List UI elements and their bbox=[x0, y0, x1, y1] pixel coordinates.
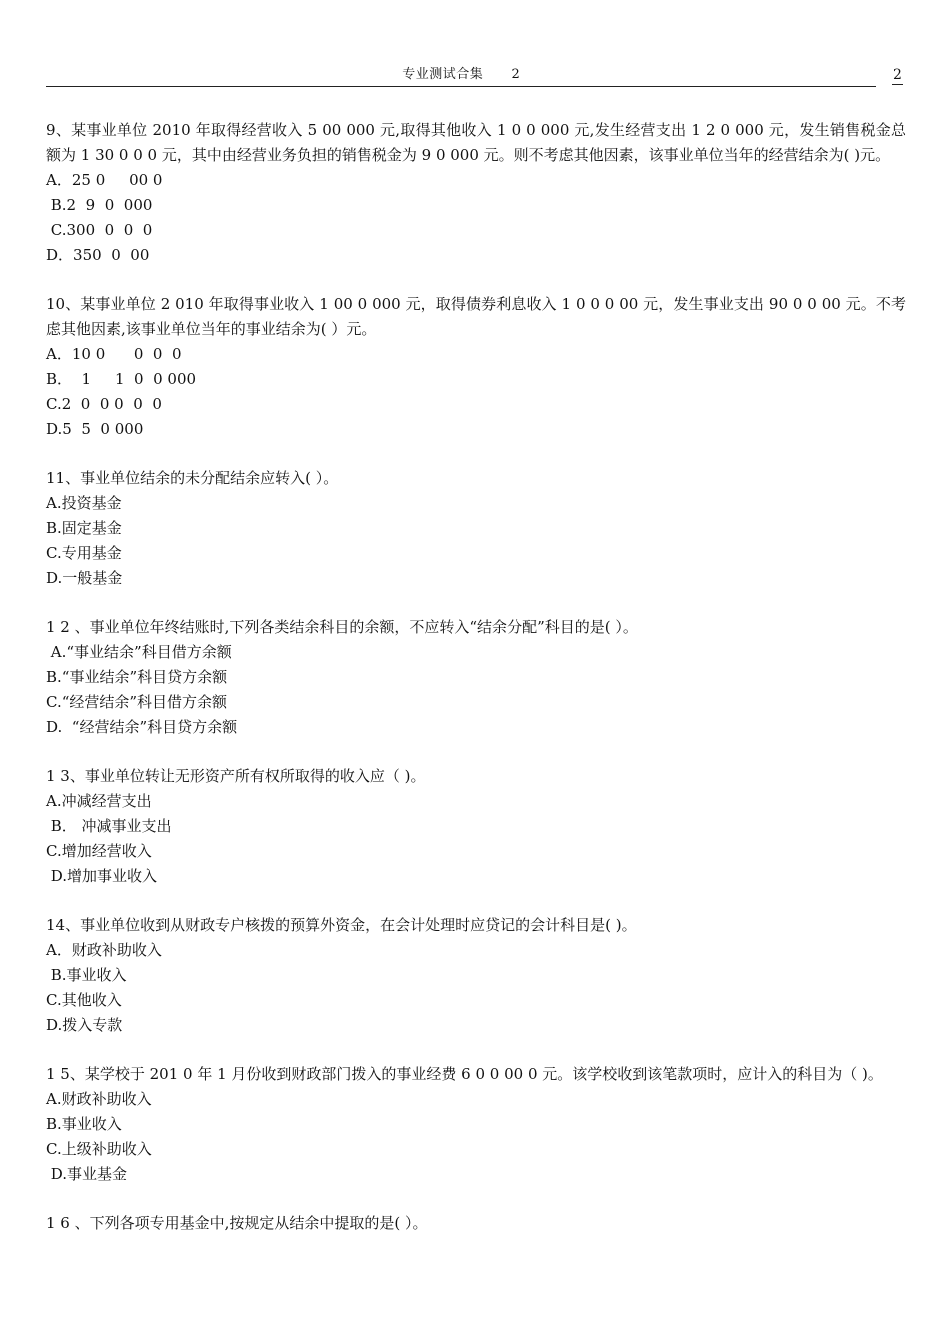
option-d: D.增加事业收入 bbox=[46, 867, 158, 885]
option-b: B.事业收入 bbox=[46, 966, 127, 984]
option-b: B． 冲减事业支出 bbox=[46, 817, 172, 835]
question-10 bbox=[46, 292, 906, 442]
option-d: D.一般基金 bbox=[46, 569, 123, 587]
header-number: 2 bbox=[511, 67, 520, 82]
option-b: B.“事业结余”科目贷方余额 bbox=[46, 668, 228, 686]
question-16 bbox=[46, 1211, 906, 1236]
question-stem: 1 3、事业单位转让无形资产所有权所取得的收入应（ )。 bbox=[46, 767, 426, 785]
question-list bbox=[46, 118, 906, 1260]
option-d: D.拨入专款 bbox=[46, 1016, 123, 1034]
option-b: B． 1 1 0 0 000 bbox=[46, 370, 197, 388]
question-stem: 1 2 、事业单位年终结账时,下列各类结余科目的余额，不应转入“结余分配”科目的是( ）。 bbox=[46, 618, 638, 636]
option-c: C.“经营结余”科目借方余额 bbox=[46, 693, 228, 711]
option-a: A.投资基金 bbox=[46, 494, 122, 512]
option-c: C.2 0 0 0 0 0 bbox=[46, 395, 162, 413]
question-stem: 1 5、某学校于 201 0 年 1 月份收到财政部门拨入的事业经费 6 0 0 00 0 元。该学校收到该笔款项时，应计入的科目为（ )。 bbox=[46, 1065, 883, 1083]
header-title: 专业测试合集 bbox=[402, 67, 484, 82]
question-9 bbox=[46, 118, 906, 268]
option-a: A．25 0 00 0 bbox=[46, 171, 163, 189]
option-b: B.固定基金 bbox=[46, 519, 122, 537]
option-c: C.上级补助收入 bbox=[46, 1140, 152, 1158]
question-14 bbox=[46, 913, 906, 1038]
option-b: B.2 9 0 000 bbox=[46, 196, 153, 214]
option-d: D.事业基金 bbox=[46, 1165, 128, 1183]
question-13 bbox=[46, 764, 906, 889]
option-d: D．350 0 00 bbox=[46, 246, 150, 264]
question-stem: 9、某事业单位 2010 年取得经营收入 5 00 000 元,取得其他收入 1 0 0 000 元,发生经营支出 1 2 0 000 元，发生销售税金总额为 1 30 0 0 0 元，其中由经营业务负担的销售税金为 9 0 000 元。则不考虑其他因素，该事业单位当年的经营结余为( )元。 bbox=[46, 121, 906, 164]
option-c: C.其他收入 bbox=[46, 991, 122, 1009]
option-d: D. “经营结余”科目贷方余额 bbox=[46, 718, 238, 736]
question-11 bbox=[46, 466, 906, 591]
question-12 bbox=[46, 615, 906, 740]
option-a: A.财政补助收入 bbox=[46, 1090, 152, 1108]
option-d: D.5 5 0 000 bbox=[46, 420, 144, 438]
page-number: 2 bbox=[893, 67, 902, 83]
option-a: A.“事业结余”科目借方余额 bbox=[46, 643, 232, 661]
option-a: A.冲减经营支出 bbox=[46, 792, 152, 810]
question-stem: 1 6 、下列各项专用基金中,按规定从结余中提取的是( ）。 bbox=[46, 1214, 428, 1232]
option-a: A．财政补助收入 bbox=[46, 941, 162, 959]
question-15 bbox=[46, 1062, 906, 1187]
question-stem: 14、事业单位收到从财政专户核拨的预算外资金，在会计处理时应贷记的会计科目是( )。 bbox=[46, 916, 637, 934]
option-c: C.专用基金 bbox=[46, 544, 122, 562]
option-a: A．10 0 0 0 0 bbox=[46, 345, 182, 363]
option-c: C.300 0 0 0 bbox=[46, 221, 153, 239]
option-c: C.增加经营收入 bbox=[46, 842, 152, 860]
option-b: B.事业收入 bbox=[46, 1115, 122, 1133]
question-stem: 11、事业单位结余的未分配结余应转入( ）。 bbox=[46, 469, 339, 487]
question-stem: 10、某事业单位 2 010 年取得事业收入 1 00 0 000 元，取得债券利息收入 1 0 0 0 00 元，发生事业支出 90 0 0 00 元。不考虑其他因素,该事业单位当年的事业结余为( ）元。 bbox=[46, 295, 906, 338]
page-header bbox=[46, 66, 876, 87]
